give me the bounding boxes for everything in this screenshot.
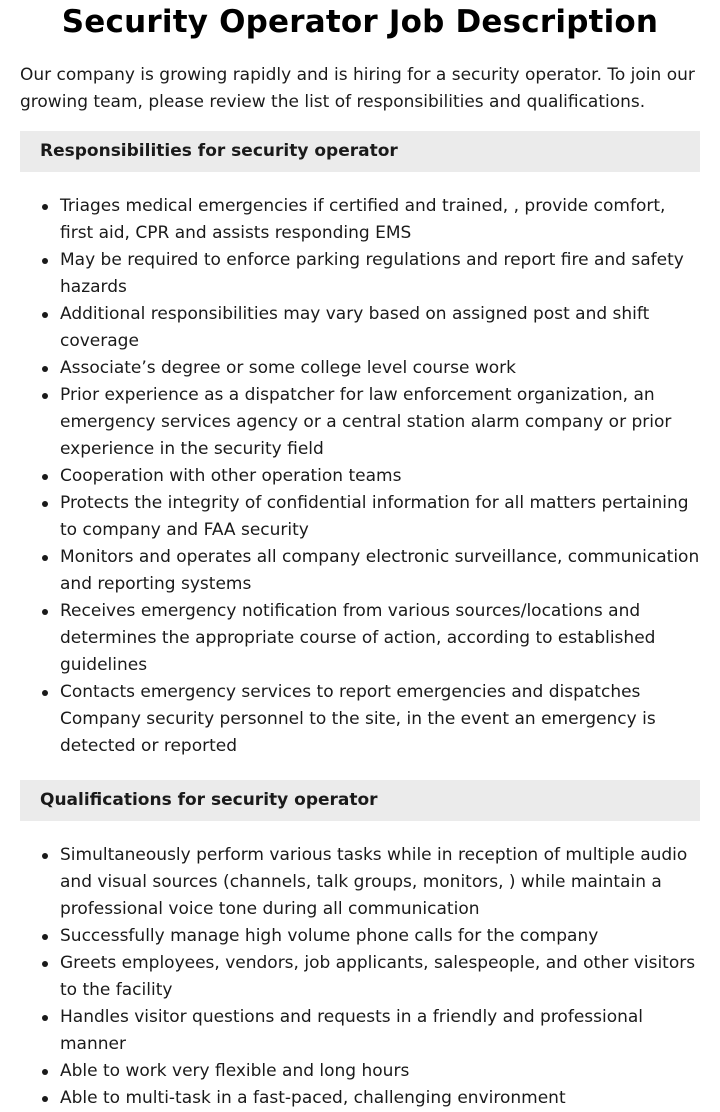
list-item-text: Protects the integrity of confidential information for all matters pertaining to company and FAA security [60, 493, 689, 540]
bullet-icon [42, 690, 48, 696]
bullet-icon [42, 258, 48, 264]
list-item-text: Cooperation with other operation teams [60, 466, 402, 486]
bullet-icon [42, 609, 48, 615]
bullet-icon [42, 934, 48, 940]
list-item-text: Successfully manage high volume phone calls for the company [60, 926, 599, 946]
list-item [60, 247, 700, 301]
list-item-text: Greets employees, vendors, job applicants, salespeople, and other visitors to the facility [60, 953, 696, 1000]
list-item-text: Able to multi-task in a fast-paced, challenging environment [60, 1088, 566, 1108]
bullet-icon [42, 1069, 48, 1075]
list-item [60, 544, 700, 598]
bullet-icon [42, 204, 48, 210]
bullet-icon [42, 1096, 48, 1102]
qualifications-header: Qualifications for security operator [20, 780, 700, 821]
bullet-icon [42, 366, 48, 372]
bullet-icon [42, 555, 48, 561]
list-item [60, 463, 700, 490]
bullet-icon [42, 853, 48, 859]
list-item [60, 842, 700, 923]
list-item-text: Receives emergency notification from various sources/locations and determines the appropriate course of action, according to established guidelines [60, 601, 656, 675]
list-item [60, 382, 700, 463]
list-item-text: May be required to enforce parking regulations and report fire and safety hazards [60, 250, 684, 297]
bullet-icon [42, 393, 48, 399]
intro-paragraph: Our company is growing rapidly and is hiring for a security operator. To join our growing team, please review the list of responsibilities and qualifications. [20, 65, 695, 112]
list-item-text: Additional responsibilities may vary based on assigned post and shift coverage [60, 304, 650, 351]
bullet-icon [42, 312, 48, 318]
list-item-text: Contacts emergency services to report emergencies and dispatches Company security personnel to the site, in the event an emergency is detected or reported [60, 682, 656, 756]
responsibilities-list [20, 172, 700, 760]
list-item [60, 1085, 700, 1112]
bullet-icon [42, 1015, 48, 1021]
list-item [60, 355, 700, 382]
list-item [60, 301, 700, 355]
qualifications-list [20, 821, 700, 1112]
bullet-icon [42, 474, 48, 480]
list-item [60, 950, 700, 1004]
list-item-text: Prior experience as a dispatcher for law enforcement organization, an emergency services agency or a central station alarm company or prior experience in the security field [60, 385, 672, 459]
list-item [60, 490, 700, 544]
list-item [60, 923, 700, 950]
bullet-icon [42, 961, 48, 967]
list-item-text: Triages medical emergencies if certified and trained, , provide comfort, first aid, CPR and assists responding EMS [60, 196, 666, 243]
list-item [60, 598, 700, 679]
list-item [60, 679, 700, 760]
list-item [60, 1004, 700, 1058]
bullet-icon [42, 501, 48, 507]
list-item [60, 1058, 700, 1085]
responsibilities-header: Responsibilities for security operator [20, 131, 700, 172]
list-item-text: Monitors and operates all company electronic surveillance, communication and reporting systems [60, 547, 700, 594]
list-item-text: Able to work very flexible and long hours [60, 1061, 410, 1081]
list-item [60, 193, 700, 247]
list-item-text: Associate’s degree or some college level course work [60, 358, 516, 378]
list-item-text: Simultaneously perform various tasks while in reception of multiple audio and visual sources (channels, talk groups, monitors, ) while maintain a professional voice tone during all communication [60, 845, 688, 919]
page-title: Security Operator Job Description [61, 4, 659, 40]
list-item-text: Handles visitor questions and requests in a friendly and professional manner [60, 1007, 644, 1054]
